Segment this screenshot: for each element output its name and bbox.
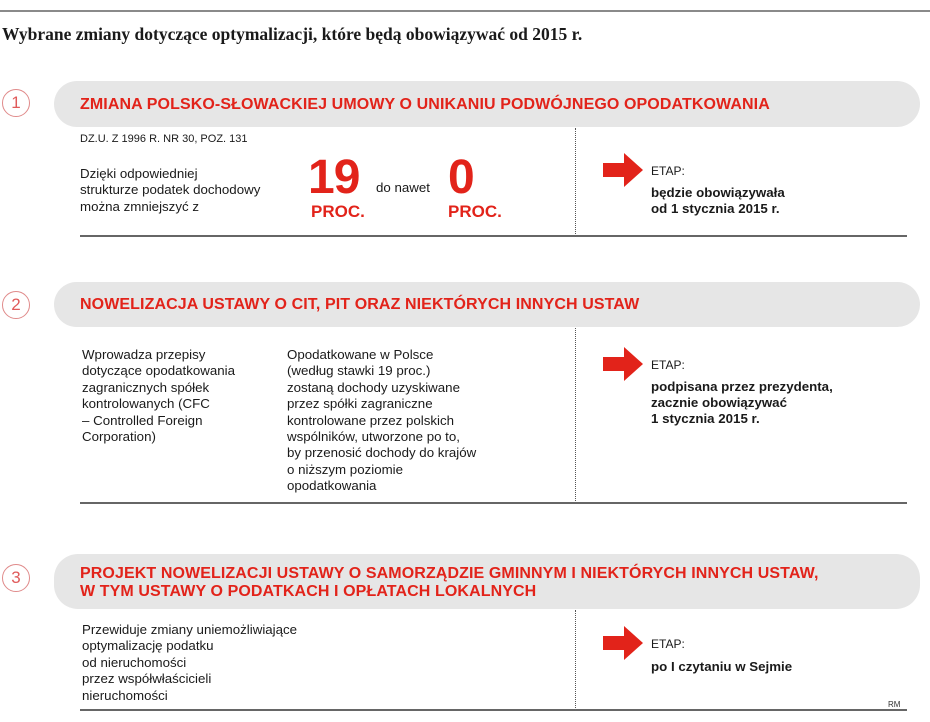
section-1-etap-value: będzie obowiązywała od 1 stycznia 2015 r. [651,185,785,216]
section-1-header [54,81,920,127]
section-2-divider [575,328,576,503]
section-number-2: 2 [2,291,30,319]
section-number-3: 3 [2,564,30,592]
section-2-etap-value: podpisana przez prezydenta, zacznie obowiązywać 1 stycznia 2015 r. [651,379,833,426]
section-1-text: Dzięki odpowiedniej strukturze podatek dochodowy można zmniejszyć z [80,166,261,214]
section-number-1: 1 [2,89,30,117]
connector-text: do nawet [376,180,430,195]
section-2-etap-label: ETAP: [651,358,685,372]
section-2-header [54,282,920,327]
section-1-etap-label: ETAP: [651,164,685,178]
section-3-header [54,554,920,609]
section-3-divider [575,610,576,710]
section-1-heading: ZMIANA POLSKO-SŁOWACKIEJ UMOWY O UNIKANIU PODWÓJNEGO OPODATKOWANIA [80,96,770,113]
section-2-bottom-rule [80,502,907,504]
section-3-etap-value: po I czytaniu w Sejmie [651,659,793,674]
arrow-right-icon [603,625,643,661]
section-1-bottom-rule [80,235,907,237]
section-1-reference: DZ.U. Z 1996 R. NR 30, POZ. 131 [80,133,248,145]
section-1-divider [575,128,576,236]
section-3-text: Przewiduje zmiany uniemożliwiające optymalizację podatku od nieruchomości przez współwłaścicieli nieruchomości [82,622,298,703]
page-title: Wybrane zmiany dotyczące optymalizacji, które będą obowiązywać od 2015 r. [2,24,583,44]
section-3-bottom-rule [80,709,907,711]
from-unit: PROC. [311,202,365,221]
arrow-right-icon [603,152,643,188]
arrow-right-icon [603,346,643,382]
author-credit: RM [888,700,901,709]
top-rule [0,10,930,12]
section-2-col1: Wprowadza przepisy dotyczące opodatkowania zagranicznych spółek kontrolowanych (CFC – Controlled Foreign Corporation) [82,347,236,445]
to-value: 0 [448,151,474,204]
section-2-heading: NOWELIZACJA USTAWY O CIT, PIT ORAZ NIEKTÓRYCH INNYCH USTAW [80,296,640,313]
to-unit: PROC. [448,202,502,221]
section-2-col2: Opodatkowane w Polsce (według stawki 19 proc.) zostaną dochody uzyskiwane przez spółki zagraniczne kontrolowane przez polskich wspólników, utworzone po to, by przenosić dochody do krajów o niższym poziomie opodatkowania [287,347,477,494]
section-3-heading: PROJEKT NOWELIZACJI USTAWY O SAMORZĄDZIE GMINNYM I NIEKTÓRYCH INNYCH USTAW, W TYM USTAWY O PODATKACH I OPŁATACH LOKALNYCH [80,565,819,600]
section-3-etap-label: ETAP: [651,637,685,651]
from-value: 19 [308,151,360,204]
